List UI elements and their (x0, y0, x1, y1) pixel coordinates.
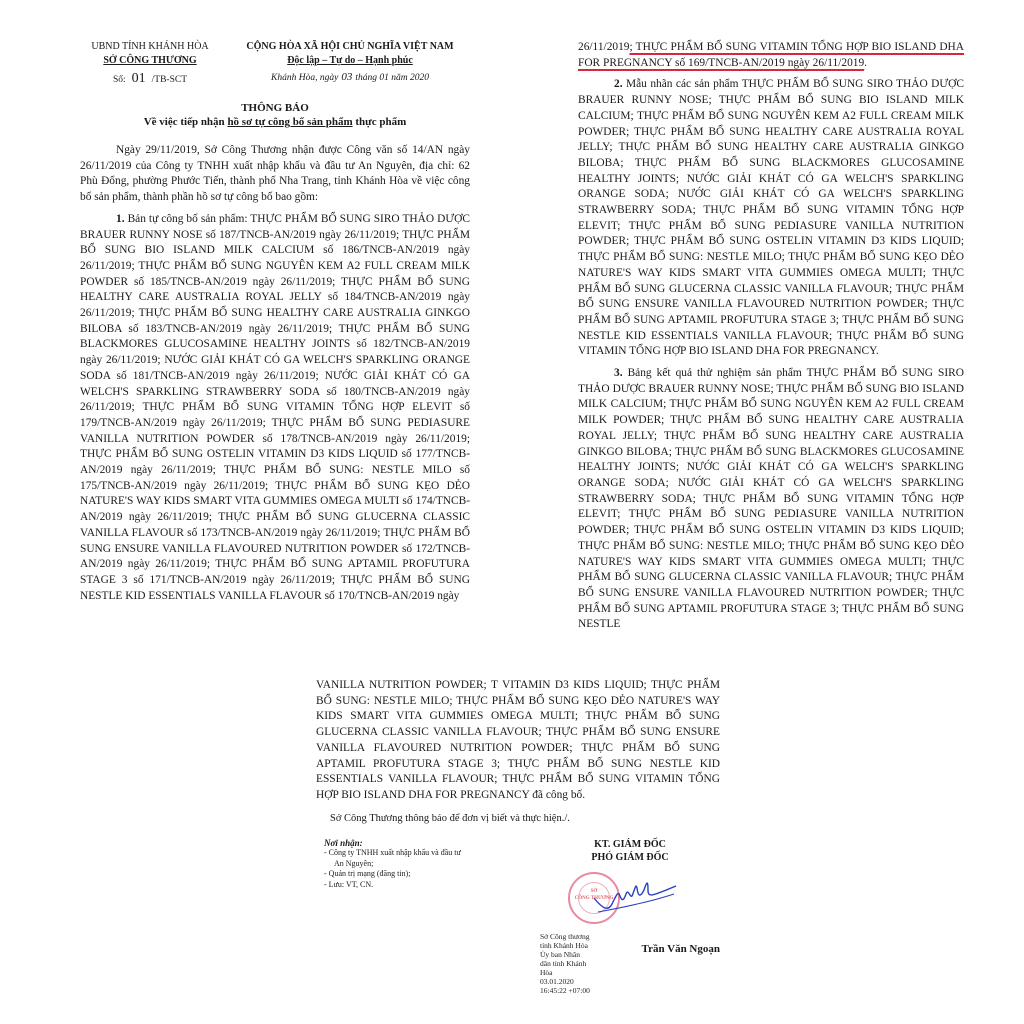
recipient-item: - Lưu: VT, CN. (324, 879, 374, 889)
recipient-item: - Quản trị mạng (đăng tin); (324, 869, 411, 879)
department-name: SỞ CÔNG THƯƠNG (103, 55, 197, 66)
signature-mark-area (540, 868, 720, 930)
recipient-item: - Công ty TNHH xuất nhập khẩu và đầu tư (324, 848, 461, 858)
issuing-authority-block (80, 40, 220, 89)
nation-title: CỘNG HÒA XÃ HỘI CHỦ NGHĨA VIỆT NAM (246, 41, 454, 52)
document-title: THÔNG BÁO (241, 102, 309, 114)
item-3-continuation: VANILLA NUTRITION POWDER; T VITAMIN D3 KIDS LIQUID; THỰC PHẨM BỔ SUNG: NESTLE MILO; THỰC PHẨM BỔ SUNG KẸO DẺO NATURE'S WAY KIDS SMART VITA GUMMIES OMEGA MULTI; THỰC PHẨM BỔ SUNG GLUCERNA CLASSIC VANILLA FLAVOUR; THỰC PHẨM BỔ SUNG ENSURE VANILLA FLAVOURED NUTRITION POWDER; THỰC PHẨM BỔ SUNG APTAMIL PROFUTURA STAGE 3; THỰC PHẨM BỔ SUNG NESTLE KID ESSENTIALS VANILLA FLAVOUR; THỰC PHẨM BỔ SUNG VITAMIN TỔNG HỢP BIO ISLAND DHA FOR PREGNANCY đã công bố. (316, 679, 720, 801)
national-motto: Độc lập – Tự do – Hạnh phúc (287, 55, 413, 66)
document-header (80, 40, 470, 89)
recipients-heading: Nơi nhận: (324, 837, 363, 848)
digital-signature-info: Sở Công thương tỉnh Khánh Hòa Ủy ban Nhân dân tỉnh Khánh Hòa 03.01.2020 16:45:22 +07:00 (540, 931, 590, 995)
document-number: Số: 01 /TB-SCT (112, 71, 188, 86)
item-1-paragraph: 1. Bản tự công bố sản phẩm: THỰC PHẨM BỔ SUNG SIRO THẢO DƯỢC BRAUER RUNNY NOSE số 187/TNCB-AN/2019 ngày 26/11/2019; THỰC PHẨM BỔ SUNG BIO ISLAND MILK CALCIUM số 186/TNCB-AN/2019 ngày 26/11/2019; THỰC PHẨM BỔ SUNG NGUYÊN KEM A2 FULL CREAM MILK POWDER số 185/TNCB-AN/2019 ngày 26/11/2019; THỰC PHẨM BỔ SUNG HEALTHY CARE AUSTRALIA ROYAL JELLY số 184/TNCB-AN/2019 ngày 26/11/2019; THỰC PHẨM BỔ SUNG HEALTHY CARE AUSTRALIA GINKGO BILOBA số 183/TNCB-AN/2019 ngày 26/11/2019; THỰC PHẨM BỔ SUNG BLACKMORES GLUCOSAMINE HEALTHY JOINTS số 182/TNCB-AN/2019 ngày 26/11/2019; NƯỚC GIẢI KHÁT CÓ GA WELCH'S SPARKLING ORANGE SODA số 181/TNCB-AN/2019 ngày 26/11/2019; NƯỚC GIẢI KHÁT CÓ GA WELCH'S SPARKLING STRAWBERRY SODA số 180/TNCB-AN/2019 ngày 26/11/2019; THỰC PHẨM BỔ SUNG VITAMIN TỔNG HỢP ELEVIT số 179/TNCB-AN/2019 ngày 26/11/2019; THỰC PHẨM BỔ SUNG PEDIASURE VANILLA NUTRITION POWDER số 178/TNCB-AN/2019 ngày 26/11/2019; THỰC PHẨM BỔ SUNG OSTELIN VITAMIN D3 KIDS LIQUID số 177/TNCB-AN/2019 ngày 26/11/2019; THỰC PHẨM BỔ SUNG: NESTLE MILO số 175/TNCB-AN/2019 ngày 26/11/2019; THỰC PHẨM BỔ SUNG KẸO DẺO NATURE'S WAY KIDS SMART VITA GUMMIES OMEGA MULTI số 174/TNCB-AN/2019 ngày 26/11/2019; THỰC PHẨM BỔ SUNG GLUCERNA CLASSIC VANILLA FLAVOUR số 173/TNCB-AN/2019 ngày 26/11/2019; THỰC PHẨM BỔ SUNG ENSURE VANILLA FLAVOURED NUTRITION POWDER số 172/TNCB-AN/2019 ngày 26/11/2019; THỰC PHẨM BỔ SUNG APTAMIL PROFUTURA STAGE 3 số 171/TNCB-AN/2019 ngày 26/11/2019; THỰC PHẨM BỔ SUNG NESTLE KID ESSENTIALS VANILLA FLAVOUR số 170/TNCB-AN/2019 ngày (80, 212, 470, 602)
document-date: Khánh Hòa, ngày 03 tháng 01 năm 2020 (271, 71, 429, 83)
signature-footer (540, 932, 720, 995)
signer-name: Trần Văn Ngoạn (641, 942, 720, 955)
item-2-paragraph: 2. Mẫu nhãn các sản phẩm THỰC PHẨM BỔ SUNG SIRO THẢO DƯỢC BRAUER RUNNY NOSE; THỰC PHẨM BỔ SUNG BIO ISLAND MILK CALCIUM; THỰC PHẨM BỔ SUNG NGUYÊN KEM A2 FULL CREAM MILK POWDER; THỰC PHẨM BỔ SUNG HEALTHY CARE AUSTRALIA ROYAL JELLY; THỰC PHẨM BỔ SUNG HEALTHY CARE AUSTRALIA GINKGO BILOBA; THỰC PHẨM BỔ SUNG BLACKMORES GLUCOSAMINE HEALTHY JOINTS; NƯỚC GIẢI KHÁT CÓ GA WELCH'S SPARKLING ORANGE SODA; NƯỚC GIẢI KHÁT CÓ GA WELCH'S SPARKLING STRAWBERRY SODA; THỰC PHẨM BỔ SUNG VITAMIN TỔNG HỢP ELEVIT; THỰC PHẨM BỔ SUNG PEDIASURE VANILLA NUTRITION POWDER; THỰC PHẨM BỔ SUNG OSTELIN VITAMIN D3 KIDS LIQUID; THỰC PHẨM BỔ SUNG: NESTLE MILO; THỰC PHẨM BỔ SUNG KẸO DẺO NATURE'S WAY KIDS SMART VITA GUMMIES OMEGA MULTI; THỰC PHẨM BỔ SUNG GLUCERNA CLASSIC VANILLA FLAVOUR; THỰC PHẨM BỔ SUNG ENSURE VANILLA FLAVOURED NUTRITION POWDER; THỰC PHẨM BỔ SUNG APTAMIL PROFUTURA STAGE 3; THỰC PHẨM BỔ SUNG NESTLE KID ESSENTIALS VANILLA FLAVOUR; THỰC PHẨM BỔ SUNG VITAMIN TỔNG HỢP BIO ISLAND DHA FOR PREGNANCY. (578, 78, 964, 358)
signer-role-1: KT. GIÁM ĐỐC (594, 838, 666, 850)
closing-statement: Sở Công Thương thông báo để đơn vị biết và thực hiện./. (330, 812, 570, 824)
signer-role-2: PHÓ GIÁM ĐỐC (591, 851, 669, 863)
recipient-item: An Nguyên; (334, 858, 374, 868)
item-1-continuation: 26/11/2019; THỰC PHẨM BỔ SUNG VITAMIN TỔNG HỢP BIO ISLAND DHA FOR PREGNANCY số 169/TNCB-AN/2019 ngày 26/11/2019. (578, 41, 964, 69)
document-page-3 (316, 678, 720, 995)
signature-title-block (540, 838, 720, 864)
intro-paragraph: Ngày 29/11/2019, Sở Công Thương nhận được Công văn số 14/AN ngày 26/11/2019 của Công ty TNHH xuất nhập khẩu và đầu tư An Nguyên, địa chỉ: 62 Phù Đổng, phường Phước Tiến, thành phố Nha Trang, tỉnh Khánh Hòa về việc công bố sản phẩm, thành phần hồ sơ tự công bố bao gồm: (80, 144, 470, 204)
document-subtitle: Về việc tiếp nhận hồ sơ tự công bố sản phẩm thực phẩm (143, 116, 407, 128)
authority-name: UBND TỈNH KHÁNH HÒA (91, 41, 209, 52)
national-header-block (230, 40, 470, 87)
handwritten-signature-icon (590, 868, 680, 918)
signature-row (316, 838, 720, 995)
highlighted-product-entry: ; THỰC PHẨM BỔ SUNG VITAMIN TỔNG HỢP BIO ISLAND DHA FOR PREGNANCY số 169/TNCB-AN/2019 ngày 26/11/2019 (578, 41, 964, 69)
document-page-2 (578, 40, 964, 639)
document-page-1 (80, 40, 470, 610)
signature-block (540, 838, 720, 995)
recipients-block (316, 838, 516, 891)
stamp-text: SỞ CÔNG THƯƠNG (574, 888, 614, 901)
item-3-paragraph: 3. Bảng kết quả thử nghiệm sản phẩm THỰC PHẨM BỔ SUNG SIRO THẢO DƯỢC BRAUER RUNNY NOSE; THỰC PHẨM BỔ SUNG BIO ISLAND MILK CALCIUM; THỰC PHẨM BỔ SUNG NGUYÊN KEM A2 FULL CREAM MILK POWDER; THỰC PHẨM BỔ SUNG HEALTHY CARE AUSTRALIA ROYAL JELLY; THỰC PHẨM BỔ SUNG HEALTHY CARE AUSTRALIA GINKGO BILOBA; THỰC PHẨM BỔ SUNG BLACKMORES GLUCOSAMINE HEALTHY JOINTS; NƯỚC GIẢI KHÁT CÓ GA WELCH'S SPARKLING ORANGE SODA; NƯỚC GIẢI KHÁT CÓ GA WELCH'S SPARKLING STRAWBERRY SODA; THỰC PHẨM BỔ SUNG VITAMIN TỔNG HỢP ELEVIT; THỰC PHẨM BỔ SUNG PEDIASURE VANILLA NUTRITION POWDER; THỰC PHẨM BỔ SUNG OSTELIN VITAMIN D3 KIDS LIQUID; THỰC PHẨM BỔ SUNG: NESTLE MILO; THỰC PHẨM BỔ SUNG KẸO DẺO NATURE'S WAY KIDS SMART VITA GUMMIES OMEGA MULTI; THỰC PHẨM BỔ SUNG GLUCERNA CLASSIC VANILLA FLAVOUR; THỰC PHẨM BỔ SUNG ENSURE VANILLA FLAVOURED NUTRITION POWDER; THỰC PHẨM BỔ SUNG APTAMIL PROFUTURA STAGE 3; THỰC PHẨM BỔ SUNG NESTLE (578, 367, 964, 631)
